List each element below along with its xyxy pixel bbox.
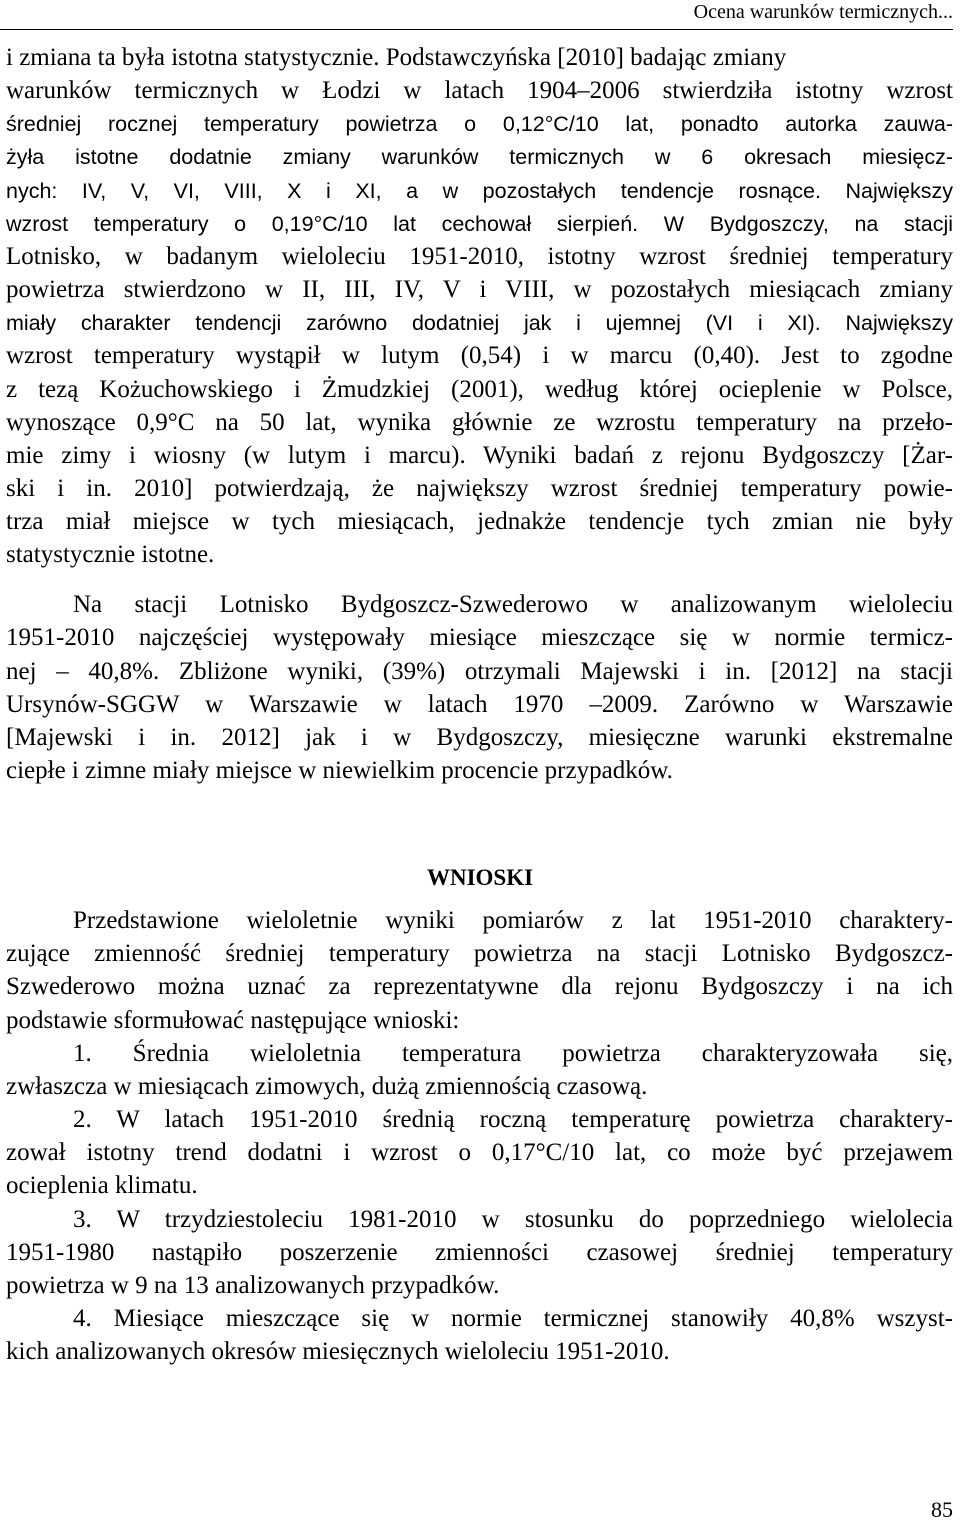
text-line: i zmiana ta była istotna statystycznie. Podstawczyńska [2010] badając zmiany: [6, 44, 787, 71]
text-line: wynoszące 0,9°C na 50 lat, wynika głównie ze wzrostu temperatury na przeło-: [6, 409, 953, 436]
text-line: Przedstawione wieloletnie wyniki pomiarów z lat 1951-2010 charaktery-: [73, 907, 953, 934]
text-line: średniej rocznej temperatury powietrza o 0,12°C/10 lat, ponadto autorka zauwa-: [6, 112, 953, 136]
text-line: nych: IV, V, VI, VIII, X i XI, a w pozostałych tendencje rosnące. Największy: [6, 179, 953, 203]
running-head-title: Ocena warunków termicznych...: [693, 1, 953, 23]
running-head: [0, 0, 953, 30]
text-line: ski i in. 2010] potwierdzają, że największy wzrost średniej temperatury powie-: [6, 475, 953, 502]
text-line: wzrost temperatury o 0,19°C/10 lat cechował sierpień. W Bydgoszczy, na stacji: [6, 212, 953, 236]
text-line: powietrza stwierdzono w II, III, IV, V i VIII, w pozostałych miesiącach zmiany: [6, 276, 953, 303]
text-line: zujące zmienność średniej temperatury powietrza na stacji Lotnisko Bydgoszcz-: [6, 940, 953, 967]
text-line: Szwederowo można uznać za reprezentatywne dla rejonu Bydgoszczy i na ich: [6, 973, 953, 1000]
text-line: trza miał miejsce w tych miesiącach, jednakże tendencje tych zmian nie były: [6, 508, 953, 535]
list-item: 3. W trzydziestoleciu 1981-2010 w stosunku do poprzedniego wielolecia: [73, 1206, 953, 1233]
list-item: 2. W latach 1951-2010 średnią roczną temperaturę powietrza charaktery-: [73, 1106, 953, 1133]
text-line: podstawie sformułować następujące wnioski:: [6, 1007, 460, 1034]
text-line: statystycznie istotne.: [6, 541, 215, 568]
text-line: miały charakter tendencji zarówno dodatniej jak i ujemnej (VI i XI). Największy: [6, 311, 953, 335]
text-line: z tezą Kożuchowskiego i Żmudzkiej (2001), według której ocieplenie w Polsce,: [6, 376, 953, 403]
text-line: nej – 40,8%. Zbliżone wyniki, (39%) otrzymali Majewski i in. [2012] na stacji: [6, 658, 953, 685]
text-line: żyła istotne dodatnie zmiany warunków termicznych w 6 okresach miesięcz-: [6, 145, 953, 169]
text-line: zował istotny trend dodatni i wzrost o 0,17°C/10 lat, co może być przejawem: [6, 1139, 953, 1166]
text-line: wzrost temperatury wystąpił w lutym (0,54) i w marcu (0,40). Jest to zgodne: [6, 342, 953, 369]
text-line: kich analizowanych okresów miesięcznych wieloleciu 1951-2010.: [6, 1338, 670, 1365]
text-line: ocieplenia klimatu.: [6, 1172, 198, 1199]
list-item: 4. Miesiące mieszczące się w normie termicznej stanowiły 40,8% wszyst-: [73, 1305, 953, 1332]
text-line: [Majewski i in. 2012] jak i w Bydgoszczy, miesięczne warunki ekstremalne: [6, 724, 953, 751]
text-line: mie zimy i wiosny (w lutym i marcu). Wyniki badań z rejonu Bydgoszczy [Żar-: [6, 442, 953, 469]
list-item: 1. Średnia wieloletnia temperatura powietrza charakteryzowała się,: [73, 1040, 953, 1067]
page-number: 85: [931, 1497, 953, 1522]
text-line: powietrza w 9 na 13 analizowanych przypadków.: [6, 1272, 500, 1299]
text-line: 1951-2010 najczęściej występowały miesiące mieszczące się w normie termicz-: [6, 624, 953, 651]
section-heading: WNIOSKI: [426, 865, 534, 891]
text-line: Na stacji Lotnisko Bydgoszcz-Szwederowo w analizowanym wieloleciu: [73, 591, 953, 618]
text-line: ciepłe i zimne miały miejsce w niewielkim procencie przypadków.: [6, 757, 673, 784]
text-line: Ursynów-SGGW w Warszawie w latach 1970 –2009. Zarówno w Warszawie: [6, 691, 953, 718]
text-line: 1951-1980 nastąpiło poszerzenie zmienności czasowej średniej temperatury: [6, 1239, 953, 1266]
text-line: Lotnisko, w badanym wieloleciu 1951-2010, istotny wzrost średniej temperatury: [6, 243, 953, 270]
text-line: warunków termicznych w Łodzi w latach 1904–2006 stwierdziła istotny wzrost: [6, 77, 953, 104]
text-line: zwłaszcza w miesiącach zimowych, dużą zmiennością czasową.: [6, 1073, 648, 1100]
